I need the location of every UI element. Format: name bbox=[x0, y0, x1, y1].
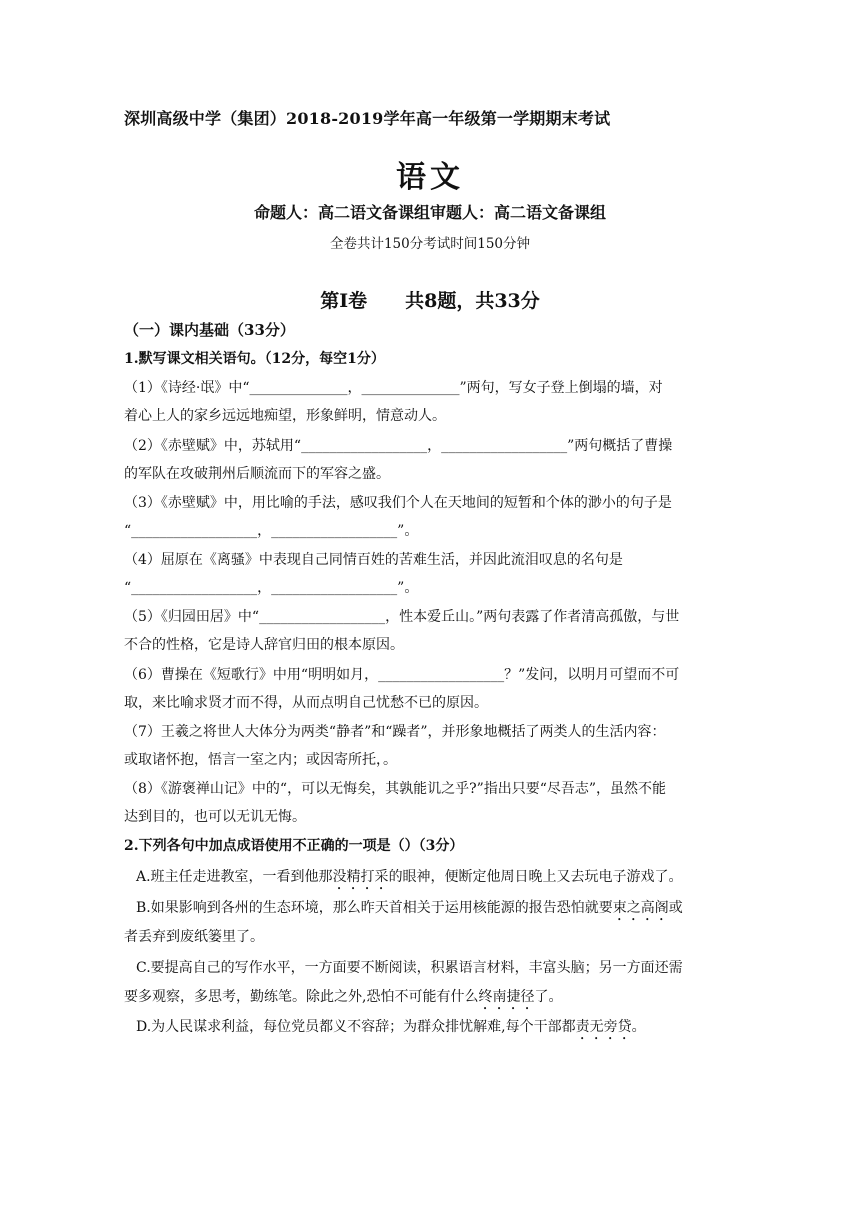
time-info: 全卷共计150分考试时间150分钟 bbox=[329, 236, 531, 252]
option-text: A.班主任走进教室，一看到他那 bbox=[136, 869, 333, 885]
dotted-idiom: 责无旁贷 bbox=[575, 1019, 632, 1035]
school-title: 深圳高级中学（集团）2018-2019学年高一年级第一学期期末考试 bbox=[124, 109, 611, 128]
question-1-line: （1）《诗经·氓》中“______________，______________”两句，写女子登上倒塌的墙，对 bbox=[124, 380, 663, 396]
dotted-idiom: 没精打采 bbox=[332, 869, 389, 885]
option-text: 的眼神，便断定他周日晚上又去玩电子游戏了。 bbox=[388, 869, 683, 885]
question-1-line: （6）曹操在《短歌行》中用“明明如月，__________________？”发问，以明月可望而不可 bbox=[124, 667, 680, 683]
question-1-line: （4）屈原在《离骚》中表现自己同情百姓的苦难生活，并因此流泪叹息的名句是 bbox=[124, 552, 623, 568]
question-1-stem: 1.默写课文相关语句。（12分，每空1分） bbox=[124, 351, 385, 367]
question-1-line: 取，来比喻求贤才而不得，从而点明自己忧愁不已的原因。 bbox=[124, 695, 488, 711]
question-2-stem: 2.下列各句中加点成语使用不正确的一项是（）（3分） bbox=[124, 838, 464, 854]
question-1-line: （2）《赤壁赋》中，苏轼用“__________________，__________________”两句概括了曹操 bbox=[124, 438, 673, 454]
question-1-line: 或取诸怀抱，悟言一室之内；或因寄所托，。 bbox=[124, 752, 397, 768]
option-text: 或 bbox=[668, 900, 683, 916]
option-text: 了。 bbox=[534, 989, 563, 1005]
question-1-line: 着心上人的家乡远远地痴望，形象鲜明，情意动人。 bbox=[124, 408, 446, 424]
question-1-line: （7）王羲之将世人大体分为两类“静者”和“躁者”，并形象地概括了两类人的生活内容： bbox=[124, 724, 666, 740]
question-1-line: 达到目的，也可以无讥无悔。 bbox=[124, 809, 306, 825]
question-1-line: 的军队在攻破荆州后顺流而下的军容之盛。 bbox=[124, 466, 390, 482]
option-c-continued bbox=[124, 986, 740, 1013]
question-1-line: （8）《游褒禅山记》中的“，可以无悔矣，其孰能讥之乎?”指出只要“尽吾志”，虽然不能 bbox=[124, 781, 667, 797]
option-c: C.要提高自己的写作水平，一方面要不断阅读，积累语言材料，丰富头脑；另一方面还需 bbox=[136, 960, 683, 976]
option-b-continued: 者丢弃到废纸篓里了。 bbox=[124, 929, 264, 945]
question-1-line: （5）《归园田居》中“__________________，性本爱丘山。”两句表露了作者清高孤傲，与世 bbox=[124, 609, 680, 625]
option-a bbox=[136, 866, 740, 893]
subject-title: 语文 bbox=[396, 160, 464, 195]
dotted-idiom: 束之高阁 bbox=[612, 900, 669, 916]
option-b bbox=[136, 897, 740, 924]
option-text: D.为人民谋求利益，每位党员都义不容辞；为群众排忧解难,每个干部都 bbox=[136, 1019, 576, 1035]
authors-line: 命题人：高二语文备课组审题人：高二语文备课组 bbox=[253, 203, 606, 222]
question-1-line: （3）《赤壁赋》中，用比喻的手法，感叹我们个人在天地间的短暂和个体的渺小的句子是 bbox=[124, 495, 672, 511]
question-1-line: 不合的性格，它是诗人辞官归田的根本原因。 bbox=[124, 637, 404, 653]
option-text: 。 bbox=[631, 1019, 646, 1035]
option-text: B.如果影响到各州的生态环境，那么昨天首相关于运用核能源的报告恐怕就要 bbox=[136, 900, 613, 916]
question-1-line: “__________________，__________________”。 bbox=[124, 523, 419, 539]
section-title: （一）课内基础（33分） bbox=[124, 321, 295, 339]
dotted-idiom: 终南捷径 bbox=[478, 989, 535, 1005]
option-d bbox=[136, 1016, 740, 1043]
question-1-line: “__________________，__________________”。 bbox=[124, 580, 419, 596]
option-text: 要多观察，多思考，勤练笔。除此之外,恐怕不可能有什么 bbox=[124, 989, 479, 1005]
part-title: 第Ⅰ卷 共8题，共33分 bbox=[320, 290, 540, 312]
